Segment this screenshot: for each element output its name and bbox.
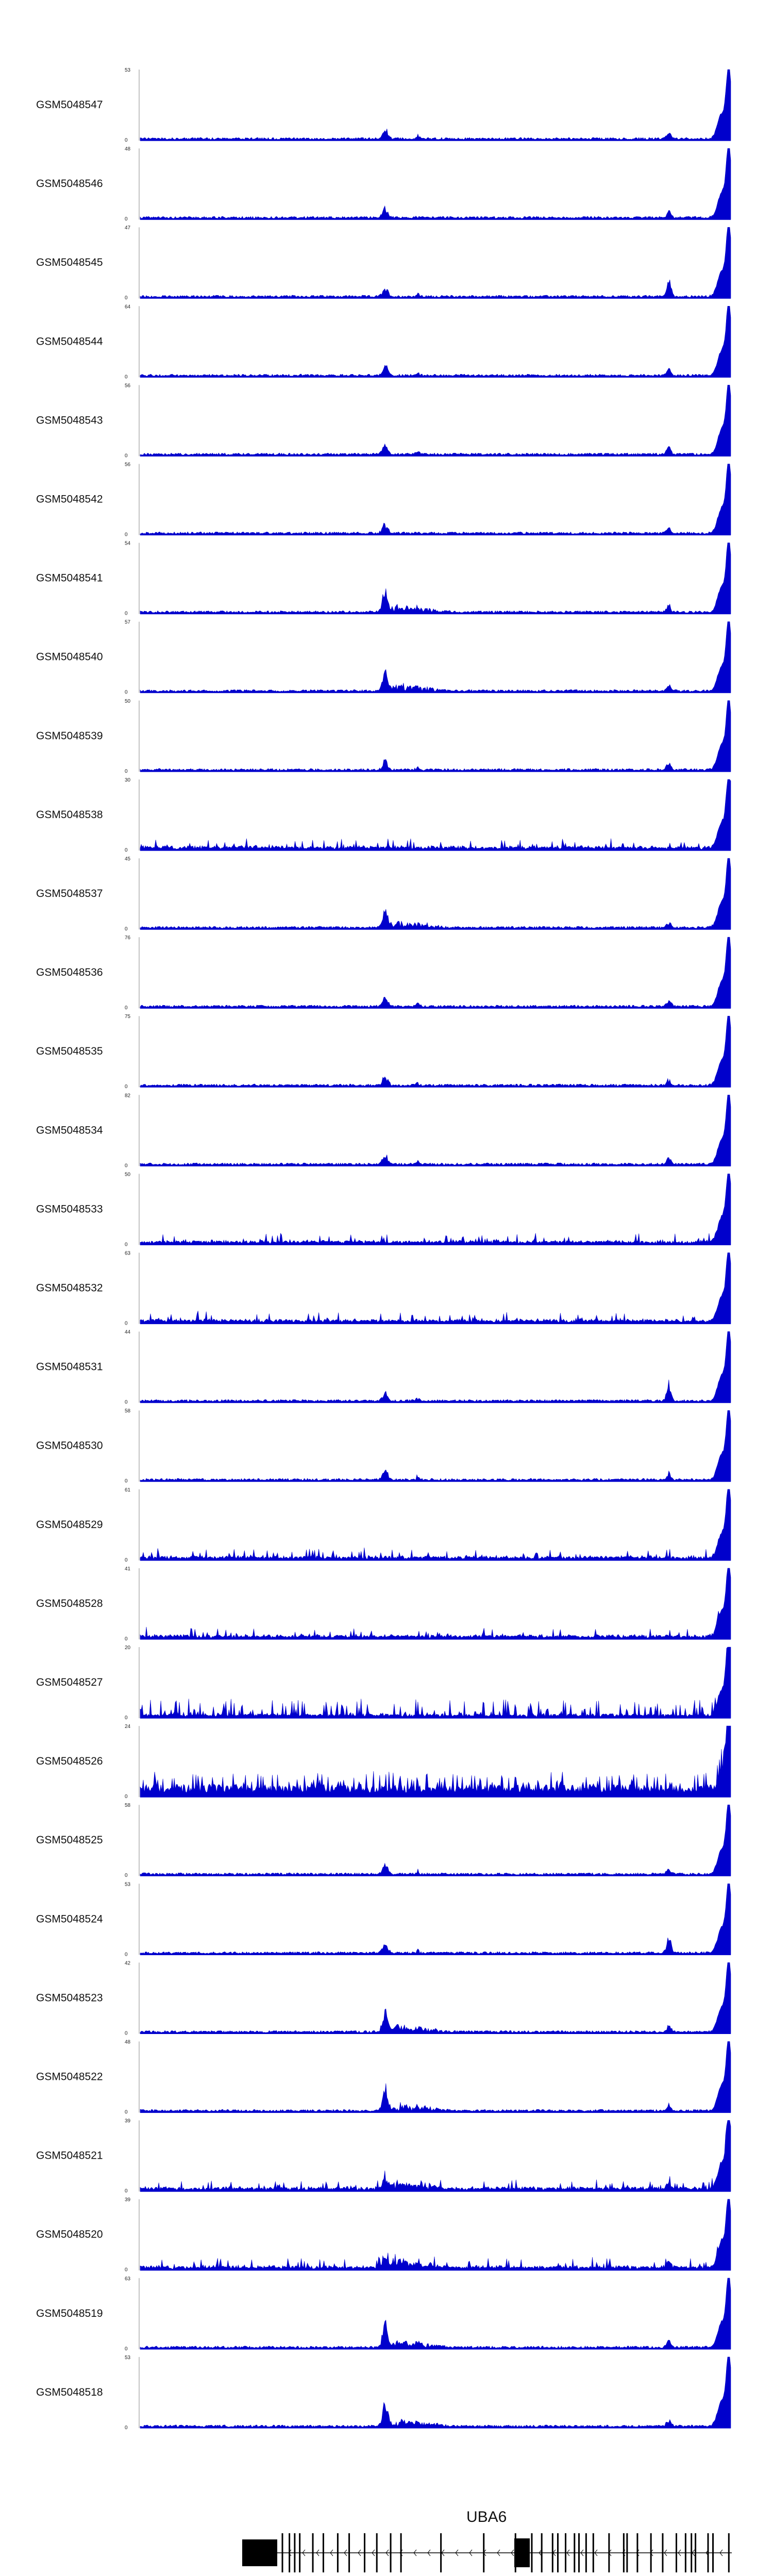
track-label: GSM5048542	[36, 493, 103, 505]
track-GSM5048547	[36, 67, 731, 143]
track-ymax-label: 50	[125, 698, 131, 704]
track-GSM5048518	[36, 2355, 731, 2431]
track-GSM5048521	[36, 2119, 731, 2194]
track-ymax-label: 64	[125, 304, 131, 310]
coverage-area	[140, 1962, 731, 2033]
track-ymin-label: 0	[125, 1320, 128, 1327]
track-ymin-label: 0	[125, 1794, 128, 1800]
track-label: GSM5048546	[36, 178, 103, 190]
coverage-area	[140, 464, 731, 535]
track-label: GSM5048543	[36, 414, 103, 427]
track-ymax-label: 53	[125, 67, 131, 73]
track-ymin-label: 0	[125, 1715, 128, 1721]
track-ymin-label: 0	[125, 2030, 128, 2037]
track-GSM5048539	[36, 699, 731, 774]
track-ymin-label: 0	[125, 216, 128, 223]
track-ymin-label: 0	[125, 768, 128, 774]
coverage-area	[140, 70, 731, 141]
track-GSM5048534	[36, 1093, 731, 1168]
track-GSM5048527	[36, 1645, 731, 1721]
track-ymin-label: 0	[125, 926, 128, 932]
coverage-area	[140, 937, 731, 1008]
track-GSM5048524	[36, 1882, 731, 1957]
coverage-area	[140, 2042, 731, 2113]
track-ymin-label: 0	[125, 1478, 128, 1484]
track-label: GSM5048522	[36, 2071, 103, 2083]
track-ymin-label: 0	[125, 689, 128, 696]
coverage-area	[140, 1884, 731, 1955]
coverage-area	[140, 1411, 731, 1482]
track-label: GSM5048534	[36, 1124, 103, 1137]
track-ymax-label: 53	[125, 2354, 131, 2361]
track-GSM5048526	[36, 1724, 731, 1800]
track-ymax-label: 76	[125, 935, 131, 941]
track-label: GSM5048531	[36, 1361, 103, 1373]
track-GSM5048523	[36, 1960, 731, 2036]
coverage-area	[140, 2357, 731, 2428]
coverage-area	[140, 148, 731, 219]
coverage-area	[140, 2278, 731, 2349]
track-label: GSM5048518	[36, 2386, 103, 2398]
coverage-area	[140, 1095, 731, 1166]
coverage-area	[140, 1805, 731, 1876]
track-ymax-label: 58	[125, 1408, 131, 1414]
track-ymax-label: 47	[125, 225, 131, 231]
track-ymax-label: 41	[125, 1566, 131, 1572]
track-label: GSM5048540	[36, 651, 103, 663]
track-GSM5048536	[36, 935, 731, 1011]
track-label: GSM5048520	[36, 2228, 103, 2241]
track-ymax-label: 45	[125, 856, 131, 862]
track-ymax-label: 63	[125, 1250, 131, 1257]
track-ymin-label: 0	[125, 2188, 128, 2194]
track-ymin-label: 0	[125, 1873, 128, 1879]
track-label: GSM5048536	[36, 967, 103, 979]
track-label: GSM5048521	[36, 2149, 103, 2162]
track-ymax-label: 75	[125, 1014, 131, 1020]
track-ymin-label: 0	[125, 374, 128, 380]
coverage-area	[140, 1253, 731, 1324]
track-ymin-label: 0	[125, 2267, 128, 2273]
track-ymin-label: 0	[125, 295, 128, 301]
track-ymax-label: 30	[125, 777, 131, 783]
track-GSM5048532	[36, 1251, 731, 1327]
track-ymax-label: 56	[125, 462, 131, 468]
track-ymax-label: 48	[125, 2039, 131, 2045]
track-label: GSM5048539	[36, 730, 103, 742]
track-label: GSM5048530	[36, 1439, 103, 1452]
track-label: GSM5048532	[36, 1282, 103, 1294]
track-label: GSM5048537	[36, 888, 103, 900]
coverage-area	[140, 1174, 731, 1245]
track-GSM5048538	[36, 777, 731, 853]
track-ymax-label: 48	[125, 146, 131, 152]
coverage-area	[140, 306, 731, 377]
track-ymin-label: 0	[125, 453, 128, 459]
utr-block	[242, 2539, 277, 2566]
track-ymin-label: 0	[125, 847, 128, 853]
track-ymax-label: 39	[125, 2197, 131, 2203]
track-label: GSM5048545	[36, 257, 103, 269]
track-label: GSM5048523	[36, 1992, 103, 2004]
track-ymin-label: 0	[125, 2425, 128, 2431]
coverage-area	[140, 1726, 731, 1797]
coverage-area	[140, 779, 731, 851]
track-GSM5048535	[36, 1014, 731, 1090]
coverage-area	[140, 227, 731, 298]
track-ymin-label: 0	[125, 611, 128, 617]
track-ymax-label: 63	[125, 2276, 131, 2282]
track-ymin-label: 0	[125, 1005, 128, 1011]
track-ymax-label: 61	[125, 1487, 131, 1493]
track-label: GSM5048527	[36, 1676, 103, 1688]
coverage-area	[140, 701, 731, 772]
coverage-area	[140, 543, 731, 614]
track-label: GSM5048529	[36, 1518, 103, 1531]
track-label: GSM5048526	[36, 1755, 103, 1768]
track-ymax-label: 42	[125, 1960, 131, 1967]
track-GSM5048530	[36, 1409, 731, 1484]
track-ymin-label: 0	[125, 138, 128, 143]
track-GSM5048542	[36, 462, 731, 538]
track-label: GSM5048524	[36, 1913, 103, 1925]
track-label: GSM5048533	[36, 1203, 103, 1215]
exon-block	[514, 2538, 530, 2567]
track-label: GSM5048535	[36, 1045, 103, 1058]
gene-label: UBA6	[466, 2509, 507, 2526]
track-ymax-label: 39	[125, 2118, 131, 2124]
track-GSM5048529	[36, 1487, 731, 1563]
track-label: GSM5048525	[36, 1834, 103, 1846]
track-ymax-label: 24	[125, 1724, 131, 1730]
track-ymin-label: 0	[125, 2346, 128, 2352]
track-label: GSM5048544	[36, 335, 103, 348]
track-ymax-label: 50	[125, 1172, 131, 1178]
track-ymax-label: 54	[125, 540, 131, 547]
track-ymax-label: 53	[125, 1882, 131, 1888]
track-GSM5048540	[36, 620, 731, 696]
track-ymax-label: 58	[125, 1803, 131, 1809]
coverage-area	[140, 2121, 731, 2192]
track-ymax-label: 44	[125, 1329, 131, 1335]
track-label: GSM5048541	[36, 572, 103, 584]
track-ymax-label: 20	[125, 1645, 131, 1651]
track-ymin-label: 0	[125, 1557, 128, 1563]
gene-model-UBA6	[242, 2509, 732, 2572]
track-ymin-label: 0	[125, 1163, 128, 1169]
track-GSM5048528	[36, 1566, 731, 1642]
track-GSM5048519	[36, 2276, 731, 2352]
coverage-area	[140, 622, 731, 693]
track-GSM5048545	[36, 225, 731, 301]
track-GSM5048520	[36, 2197, 731, 2273]
coverage-area	[140, 1489, 731, 1561]
track-GSM5048544	[36, 304, 731, 380]
track-label: GSM5048547	[36, 99, 103, 111]
track-ymax-label: 82	[125, 1093, 131, 1099]
coverage-area	[140, 1568, 731, 1639]
track-ymin-label: 0	[125, 1084, 128, 1090]
track-ymin-label: 0	[125, 1636, 128, 1642]
coverage-area	[140, 385, 731, 456]
coverage-area	[140, 1332, 731, 1403]
track-GSM5048531	[36, 1330, 731, 1405]
track-ymax-label: 57	[125, 619, 131, 625]
coverage-area	[140, 1016, 731, 1087]
track-GSM5048525	[36, 1803, 731, 1878]
track-GSM5048522	[36, 2040, 731, 2115]
track-ymin-label: 0	[125, 2109, 128, 2115]
track-label: GSM5048538	[36, 808, 103, 821]
track-GSM5048541	[36, 541, 731, 617]
track-ymin-label: 0	[125, 1952, 128, 1958]
track-ymin-label: 0	[125, 532, 128, 538]
track-label: GSM5048528	[36, 1597, 103, 1609]
track-ymin-label: 0	[125, 1399, 128, 1405]
track-ymin-label: 0	[125, 1242, 128, 1248]
coverage-area	[140, 858, 731, 929]
track-GSM5048537	[36, 856, 731, 932]
track-GSM5048543	[36, 383, 731, 459]
coverage-area	[140, 2199, 731, 2270]
coverage-area	[140, 1647, 731, 1718]
track-GSM5048546	[36, 146, 731, 222]
track-label: GSM5048519	[36, 2307, 103, 2319]
track-ymax-label: 56	[125, 383, 131, 389]
track-GSM5048533	[36, 1172, 731, 1247]
